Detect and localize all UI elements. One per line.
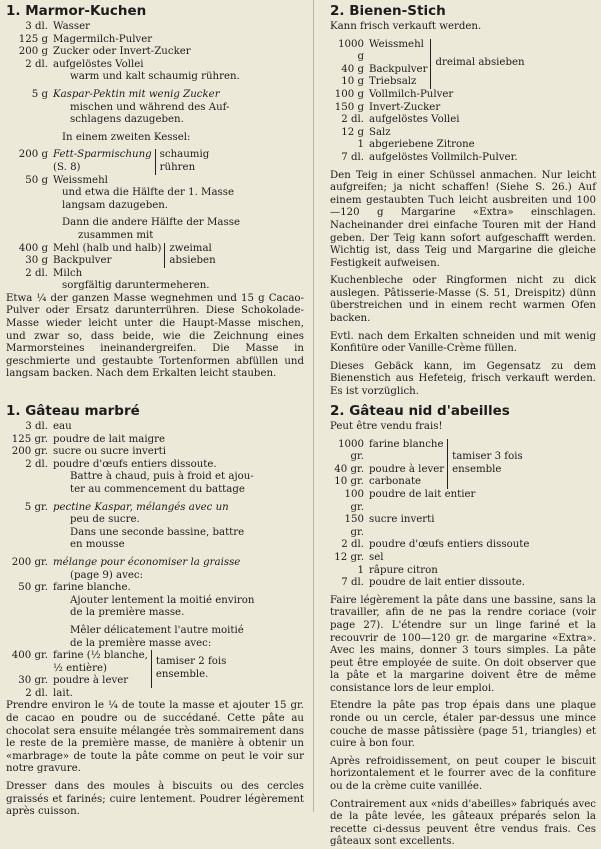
recipe-paragraph: Evtl. nach dem Erkalten schneiden und mit wenig Konfitüre oder Vanille-Crème füllen.	[330, 330, 596, 355]
recipe-paragraph: Prendre environ le ¼ de toute la masse et ajouter 15 gr. de cacao en poudre ou de succédané. Cette pâte au chocolat sera ensuite mélangée très sommairement dans le reste de la première masse, de manière à obtenir un «marbrage» de toute la pâte comme on peut le voir sur notre gravure.	[6, 700, 304, 775]
recipe-paragraph: Dieses Gebäck kann, im Gegensatz zu dem Bienenstich aus Hefeteig, frisch verkauft werden. Es ist vorzüglich.	[330, 360, 596, 398]
group-note: tamiser 2 fois	[155, 656, 227, 668]
ingredient-text: Vollmilch-Pulver	[369, 88, 454, 100]
ingredient-row	[6, 421, 304, 434]
ingredient-row	[6, 46, 304, 59]
instruction-line: Ajouter lentement la moitié environ	[70, 594, 255, 606]
recipe-bienen-stich	[330, 3, 596, 399]
ingredient-qty: 40 g	[341, 63, 364, 75]
ingredient-row	[6, 34, 304, 47]
ingredient-row	[6, 268, 304, 281]
recipe-marmor-kuchen	[6, 3, 304, 381]
ingredient-text: Weissmehl	[369, 38, 424, 50]
ingredient-qty: 10 gr.	[334, 476, 364, 488]
group-note: zweimal	[169, 242, 212, 254]
ingredient-text: Invert-Zucker	[369, 101, 441, 113]
ingredient-text: Backpulver	[369, 63, 428, 75]
ingredient-text: sucre ou sucre inverti	[53, 446, 167, 458]
instruction-line: schlagens dazugeben.	[70, 114, 184, 126]
ingredient-qty: 50 gr.	[18, 582, 48, 594]
group-note: ensemble	[452, 463, 502, 475]
recipe-paragraph: Dresser dans des moules à biscuits ou des cercles graissés et farinés; cuire lentement. Poudrer légèrement après cuisson.	[6, 781, 304, 818]
ingredient-qty: 1000 gr.	[338, 438, 364, 463]
instruction-line: Dans une seconde bassine, battre	[70, 526, 245, 538]
instruction-line: en mousse	[70, 539, 125, 551]
ingredient-group	[330, 39, 596, 89]
ingredient-qty: 12 gr.	[334, 551, 364, 563]
ingredient-qty: 2 dl.	[25, 687, 48, 699]
ingredient-qty: 7 dl.	[341, 151, 364, 163]
ingredient-qty: 30 g	[25, 255, 48, 267]
ingredient-row	[6, 89, 304, 102]
instruction-line: warm und kalt schaumig rühren.	[70, 71, 240, 83]
instruction-line: sorgfältig daruntermeheren.	[62, 280, 210, 292]
ingredient-group	[6, 243, 304, 268]
ingredient-text: Mehl (halb und halb)	[53, 242, 162, 254]
ingredient-qty: 50 g	[25, 174, 48, 186]
ingredient-qty: 2 dl.	[25, 267, 48, 279]
instruction-line: peu de sucre.	[70, 514, 140, 526]
ingredient-text: lait.	[53, 687, 73, 699]
instruction-line: Battre à chaud, puis à froid et ajou-	[70, 471, 254, 483]
group-note: rühren	[159, 161, 196, 173]
ingredient-text: farine blanche.	[53, 582, 131, 594]
ingredient-qty: 7 dl.	[341, 577, 364, 589]
ingredient-row	[6, 434, 304, 447]
ingredient-row	[330, 139, 596, 152]
ingredient-row	[330, 514, 596, 539]
instruction-line: (page 9) avec:	[70, 569, 144, 581]
instruction-line: langsam dazugeben.	[62, 199, 169, 211]
ingredient-row	[330, 102, 596, 115]
instruction-line: de la première masse avec:	[70, 637, 212, 649]
ingredient-row	[6, 557, 304, 570]
ingredient-row	[6, 459, 304, 472]
ingredient-text: mélange pour économiser la graisse	[53, 556, 241, 568]
column-divider	[313, 0, 314, 812]
ingredient-row	[330, 539, 596, 552]
ingredient-qty: 3 dl.	[25, 21, 48, 32]
ingredient-qty: 200 g	[18, 46, 48, 58]
group-note: ensemble.	[155, 668, 209, 680]
ingredient-text: poudre d'œufs entiers dissoute.	[53, 458, 217, 470]
ingredient-row	[6, 59, 304, 72]
ingredient-text: pectine Kaspar, mélangés avec un	[53, 501, 229, 513]
ingredient-qty: 100 gr.	[344, 488, 364, 513]
ingredient-text: ½ entière)	[53, 662, 107, 674]
ingredient-text: carbonate	[369, 476, 422, 488]
ingredient-qty: 30 gr.	[18, 675, 48, 687]
ingredient-qty: 150 gr.	[344, 514, 364, 538]
ingredient-row	[330, 577, 596, 590]
recipe-title: 1. Marmor-Kuchen	[6, 3, 147, 19]
ingredient-text: poudre à lever	[369, 463, 445, 475]
ingredient-text: eau	[53, 421, 72, 432]
instruction-line: mischen und während des Auf-	[70, 101, 230, 113]
ingredient-text: Salz	[369, 126, 391, 138]
ingredient-text: poudre d'œufs entiers dissoute	[369, 539, 530, 551]
ingredient-qty: 5 g	[31, 88, 48, 100]
ingredient-text: poudre de lait entier	[369, 488, 476, 500]
ingredient-qty: 12 g	[341, 126, 364, 138]
group-note: tamiser 3 fois	[452, 451, 523, 463]
ingredient-text: aufgelöstes Vollei	[369, 114, 460, 126]
instruction-line: de la première masse.	[70, 607, 185, 619]
ingredient-text: aufgelöstes Vollei	[53, 58, 144, 70]
ingredient-group	[330, 439, 596, 489]
ingredient-text: sel	[369, 551, 384, 563]
ingredient-qty: 1000 g	[338, 38, 364, 63]
ingredient-qty: 200 gr.	[11, 446, 48, 458]
ingredient-qty: 3 dl.	[25, 421, 48, 432]
ingredient-row	[330, 565, 596, 578]
ingredient-row	[6, 502, 304, 515]
ingredient-text: Weissmehl	[53, 174, 108, 186]
ingredient-row	[6, 688, 304, 701]
ingredient-text: farine blanche	[369, 438, 444, 450]
ingredient-qty: 2 dl.	[341, 539, 364, 551]
recipe-paragraph: Faire légèrement la pâte dans une bassine, sans la travailler, afin de ne pas la rendre coriace (voir page 27). L'étendre sur un linge fariné et la recouvrir de 100—120 gr. de margarine «Extra». Avec les mains, donner 3 tours simples. La pâte peut être employée de suite. On doit observer que la pâte et la margarine doivent être de même consistance lors de leur emploi.	[330, 594, 596, 694]
ingredient-row	[330, 489, 596, 514]
group-note: absieben	[169, 255, 216, 267]
recipe-subtitle: Peut être vendu frais!	[330, 421, 443, 432]
ingredient-row	[6, 21, 304, 34]
recipe-paragraph: Etendre la pâte pas trop épais dans une plaque ronde ou un cercle, étaler par-dessus une mince couche de masse pâtissière (page 51, triangles) et cuire à bon four.	[330, 700, 596, 750]
recipe-paragraph: Contrairement aux «nids d'abeilles» fabriqués avec de la pâte levée, les gâteaux préparés selon la recette ci-dessus peuvent être vendus frais. Ces gâteaux sont excellents.	[330, 798, 597, 848]
ingredient-text: farine (½ blanche,	[53, 650, 148, 662]
instruction-line: ter au commencement du battage	[70, 483, 245, 495]
ingredient-row	[330, 552, 596, 565]
ingredient-text: Magermilch-Pulver	[53, 33, 153, 45]
ingredient-qty: 125 g	[18, 33, 48, 45]
recipe-paragraph: Etwa ¼ der ganzen Masse wegnehmen und 15 g Cacao-Pulver oder Ersatz darunterrühren. Diese Schokolade-Masse wieder leicht unter die Haupt-Masse mischen, und zwar so, dass beide, wie die Zeichnung eines Marmorsteines ineinandergreifen. Die Masse in geschmierte und gestaubte Tortenformen abfüllen und langsam backen. Nach dem Erkalten leicht stauben.	[6, 292, 304, 380]
recipe-paragraph: Den Teig in einer Schüssel anmachen. Nur leicht aufgreifen; ja nicht schaffen! (Siehe S. 26.) Auf einem gestaubten Tuch leicht ausbreiten und 100—120 g Margarine «Extra» einschlagen. Nacheinander drei einfache Touren mit der Hand geben. Der Teig kann sofort aufgeschafft werden. Wichtig ist, dass Teig und Margarine die gleiche Festigkeit aufweisen.	[330, 169, 596, 269]
ingredient-qty: 200 gr.	[11, 556, 48, 568]
instruction-line: Dann die andere Hälfte der Masse	[62, 217, 240, 229]
ingredient-text: Kaspar-Pektin mit wenig Zucker	[53, 88, 220, 100]
ingredient-qty: 1	[357, 564, 364, 576]
ingredient-text: poudre de lait maigre	[53, 433, 165, 445]
instruction-line: zusammen mit	[78, 229, 154, 241]
ingredient-text: râpure citron	[369, 564, 438, 576]
ingredient-group	[6, 650, 304, 688]
ingredient-text: Backpulver	[53, 255, 112, 267]
ingredient-qty: 10 g	[341, 76, 364, 88]
ingredient-text: sucre inverti	[369, 514, 435, 526]
ingredient-qty: 125 gr.	[11, 433, 48, 445]
ingredient-text: aufgelöstes Vollmilch-Pulver.	[369, 151, 518, 163]
ingredient-text: Wasser	[53, 21, 91, 32]
recipe-subtitle: Kann frisch verkauft werden.	[330, 21, 482, 32]
right-column	[330, 0, 597, 848]
left-column	[6, 0, 304, 818]
ingredient-text: Fett-Sparmischung	[53, 149, 152, 161]
ingredient-qty: 200 g	[18, 149, 48, 161]
ingredient-text: Zucker oder Invert-Zucker	[53, 46, 191, 58]
recipe-gateau-nid-abeilles	[330, 403, 596, 849]
ingredient-row	[6, 582, 304, 595]
ingredient-row	[330, 114, 596, 127]
ingredient-row	[330, 127, 596, 140]
recipe-title: 1. Gâteau marbré	[6, 403, 140, 419]
ingredient-row	[6, 175, 304, 188]
ingredient-group	[6, 149, 304, 174]
recipe-title: 2. Gâteau nid d'abeilles	[330, 403, 510, 419]
ingredient-row	[330, 152, 596, 165]
ingredient-qty: 2 dl.	[25, 458, 48, 470]
ingredient-text: poudre de lait entier dissoute.	[369, 577, 525, 589]
recipe-title: 2. Bienen-Stich	[330, 3, 446, 19]
ingredient-qty: 1	[357, 139, 364, 151]
ingredient-text: Milch	[53, 267, 83, 279]
instruction-line: Mêler délicatement l'autre moitié	[70, 624, 244, 636]
recipe-gateau-marbre	[6, 403, 304, 819]
instruction-line: und etwa die Hälfte der 1. Masse	[62, 187, 235, 199]
ingredient-qty: 2 dl.	[25, 58, 48, 70]
ingredient-qty: 40 gr.	[334, 463, 364, 475]
ingredient-text: Triebsalz	[369, 76, 417, 88]
ingredient-qty: 400 gr.	[11, 650, 48, 662]
group-note: schaumig	[159, 149, 210, 161]
ingredient-text: (S. 8)	[53, 161, 81, 173]
recipe-paragraph: Après refroidissement, on peut couper le biscuit horizontalement et le fourrer avec de la confiture ou de la crème cuite vanillée.	[330, 755, 596, 793]
ingredient-text: abgeriebene Zitrone	[369, 139, 475, 151]
ingredient-qty: 2 dl.	[341, 114, 364, 126]
group-note: dreimal absieben	[435, 57, 525, 69]
ingredient-text: poudre à lever	[53, 675, 129, 687]
ingredient-row	[6, 446, 304, 459]
ingredient-qty: 100 g	[334, 88, 364, 100]
ingredient-row	[330, 89, 596, 102]
ingredient-qty: 5 gr.	[24, 501, 48, 513]
recipe-paragraph: Kuchenbleche oder Ringformen nicht zu dick auslegen. Pâtisserie-Masse (S. 51, Dreispitz) dünn überstreichen und in einem recht warmen Ofen backen.	[330, 275, 596, 325]
ingredient-qty: 150 g	[334, 101, 364, 113]
instruction-line: In einem zweiten Kessel:	[62, 131, 191, 143]
ingredient-qty: 400 g	[18, 242, 48, 254]
